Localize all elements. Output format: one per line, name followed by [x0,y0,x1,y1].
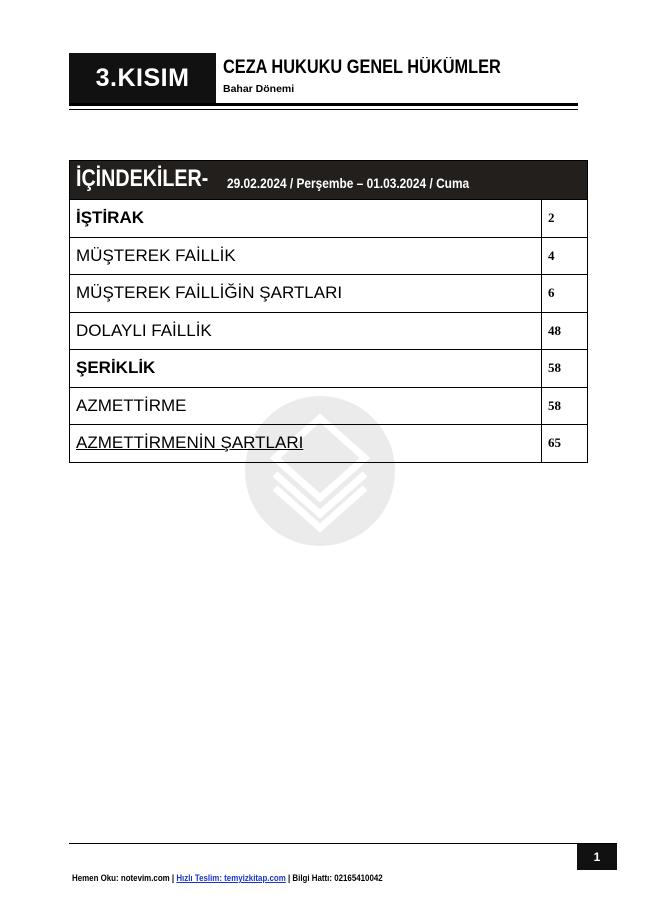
toc-entry-text: İŞTİRAK [76,208,144,228]
toc-dates: 29.02.2024 / Perşembe – 01.03.2024 / Cuma [227,175,470,191]
toc-entry-label [70,425,542,462]
toc-entry-label [70,200,542,237]
page-number: 1 [593,850,601,864]
toc-row[interactable] [70,237,587,275]
toc-entry-text: AZMETTİRME [76,395,187,415]
toc-entry-text: ŞERİKLİK [76,358,156,378]
table-of-contents [69,160,588,463]
toc-entry-page: 58 [548,397,561,413]
toc-row[interactable] [70,424,587,462]
toc-entry-page: 48 [548,322,561,338]
footer-separator: | [285,873,293,883]
toc-header [70,161,587,199]
header-rule-thick [69,103,578,106]
toc-row[interactable] [70,349,587,387]
toc-entry-label [70,313,542,350]
section-label-box [69,53,216,103]
toc-entry-page: 58 [548,360,561,376]
toc-title: İÇİNDEKİLER- [76,165,209,192]
footer-rule [69,843,617,844]
toc-entry-label [70,388,542,425]
toc-entry-page: 65 [548,435,561,451]
toc-rows [70,199,587,462]
toc-entry-page: 6 [548,285,555,301]
toc-entry-text: MÜŞTEREK FAİLLİĞİN ŞARTLARI [76,283,343,303]
header-rule-thin [69,109,578,110]
toc-entry-text: MÜŞTEREK FAİLLİK [76,245,236,265]
footer-read-link[interactable]: Hemen Oku: notevim.com [72,873,170,883]
footer-text [72,873,383,883]
footer-delivery-link[interactable]: Hızlı Teslim: temyizkitap.com [176,873,286,883]
toc-entry-label [70,275,542,312]
toc-entry-page: 2 [548,210,555,226]
toc-entry-text: DOLAYLI FAİLLİK [76,320,212,340]
toc-entry-page: 4 [548,247,555,263]
toc-entry-text: AZMETTİRMENİN ŞARTLARI [76,433,304,453]
toc-row[interactable] [70,274,587,312]
footer-separator: | [169,873,177,883]
document-title: CEZA HUKUKU GENEL HÜKÜMLER [223,57,501,78]
toc-row[interactable] [70,387,587,425]
footer-info-line: Bilgi Hattı: 02165410042 [292,873,383,883]
section-label: 3.KISIM [95,63,190,92]
toc-row[interactable] [70,199,587,237]
toc-entry-label [70,350,542,387]
toc-row[interactable] [70,312,587,350]
document-subtitle: Bahar Dönemi [223,83,295,95]
toc-entry-label [70,238,542,275]
page-number-box [577,844,617,870]
